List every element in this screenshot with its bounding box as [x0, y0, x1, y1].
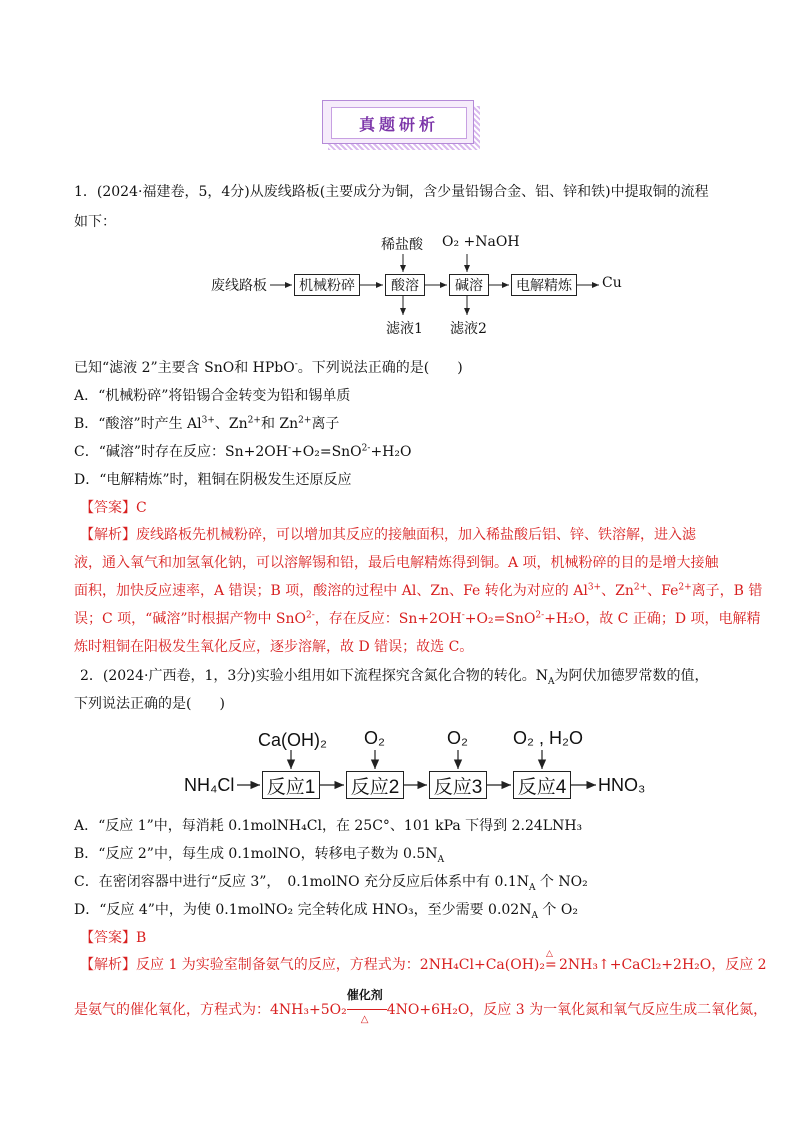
flow2-reagent-o2-h2o: O₂ , H₂O	[513, 728, 583, 748]
flow2-end: HNO₃	[598, 775, 646, 795]
flow2-reaction-2: 反应2	[346, 771, 404, 799]
q1-explanation-1: 【解析】废线路板先机械粉碎，可以增加其反应的接触面积，加入稀盐酸后铝、锌、铁溶解，进入滤	[80, 527, 696, 543]
q1-answer: 【答案】C	[80, 500, 147, 516]
q1-option-c: C．“碱溶”时存在反应：Sn+2OH-+O₂=SnO$^{2-}$+H₂O	[74, 443, 412, 460]
q1-option-d: D．“电解精炼”时，粗铜在阴极发生还原反应	[74, 472, 352, 488]
q2-explanation-2: 是氨气的催化氧化，方程式为：4NH₃+5O₂ 催化剂 △ 4NO+6H₂O，反应 3 为一氧化氮和氧气反应生成二氧化氮，	[74, 988, 768, 1025]
flow-end-label: Cu	[602, 275, 622, 291]
flow2-reaction-4: 反应4	[513, 771, 571, 799]
flow-step-acid: 酸溶	[385, 274, 425, 296]
flow2-start: NH₄Cl	[184, 775, 235, 795]
reagent-o2-naoh: O₂ +NaOH	[442, 234, 520, 250]
flow2-reagent-o2-b: O₂	[447, 728, 468, 748]
q1-explanation-3: 面积，加快反应速率，A 错误；B 项，酸溶的过程中 Al、Zn、Fe 转化为对应的 $Al^{3+}$、$Zn^{2+}$、$Fe^{2+}$离子，B 错	[74, 582, 763, 599]
q1-explanation-2: 液，通入氧气和加氢氧化钠，可以溶解锡和铅，最后电解精炼得到铜。A 项，机械粉碎的目的是增大接触	[74, 555, 719, 571]
flow2-reaction-3: 反应3	[429, 771, 487, 799]
filtrate-2: 滤液2	[450, 321, 487, 337]
q2-option-a: A．“反应 1”中，每消耗 0.1molNH₄Cl，在 25C°、101 kPa 下得到 2.24LNH₃	[74, 818, 583, 834]
q2-answer: 【答案】B	[80, 930, 147, 946]
q1-given: 已知“滤液 2”主要含 SnO和 HPbO-。下列说法正确的是( )	[74, 359, 463, 376]
heat-condition: △ =	[545, 949, 557, 973]
flow2-reagent-o2-a: O₂	[364, 728, 385, 748]
q2-option-c: C．在密闭容器中进行“反应 3”， 0.1molNO 充分反应后体系中有 $0.1N_A$ 个 NO₂	[74, 874, 588, 893]
q1-explanation-4: 误；C 项，“碱溶”时根据产物中 SnO$^{2-}$，存在反应：Sn+2OH-+O₂=SnO$^{2-}$+H₂O，故 C 正确；D 项，电解精	[74, 610, 761, 627]
flow2-reagent-caoh2: Ca(OH)₂	[258, 730, 327, 750]
flow2-reaction-1: 反应1	[262, 771, 320, 799]
reagent-hcl: 稀盐酸	[381, 237, 423, 253]
q2-option-b: B．“反应 2”中，每生成 0.1molNO，转移电子数为 $0.5N_A$	[74, 846, 445, 865]
q2-explanation-1: 【解析】反应 1 为实验室制备氨气的反应，方程式为：2NH₄Cl+Ca(OH)₂ △ = 2NH₃↑+CaCl₂+2H₂O，反应 2	[80, 949, 767, 973]
q1-stem-line2: 如下：	[74, 214, 116, 230]
q2-option-d: D．“反应 4”中，为使 0.1molNO₂ 完全转化成 HNO₃，至少需要 $0.02N_A$ 个 O₂	[74, 902, 578, 921]
filtrate-1: 滤液1	[386, 321, 423, 337]
q1-option-b: B．“酸溶”时产生 $Al^{3+}$、$Zn^{2+}$和 $Zn^{2+}$离子	[74, 415, 340, 432]
banner-title: 真题研析	[331, 107, 467, 139]
flow-step-crush: 机械粉碎	[294, 274, 360, 296]
q2-stem-line1: 2．(2024·广西卷，1，3分)实验小组用如下流程探究含氮化合物的转化。$N_A$为阿伏加德罗常数的值，	[80, 668, 709, 687]
q2-stem-line2: 下列说法正确的是( )	[74, 696, 225, 712]
flow-start-label: 废线路板	[211, 278, 267, 294]
q1-option-a: A．“机械粉碎”将铅锡合金转变为铅和锡单质	[74, 388, 351, 404]
flow-step-electrolysis: 电解精炼	[511, 274, 577, 296]
catalyst-condition: 催化剂 △	[347, 1000, 387, 1020]
q1-explanation-5: 炼时粗铜在阳极发生氧化反应，逐步溶解，故 D 错误；故选 C。	[74, 639, 474, 655]
q1-stem-line1: 1．(2024·福建卷，5，4分)从废线路板(主要成分为铜，含少量铅锡合金、铝、锌和铁)中提取铜的流程	[74, 184, 709, 200]
flow-step-base: 碱溶	[449, 274, 489, 296]
